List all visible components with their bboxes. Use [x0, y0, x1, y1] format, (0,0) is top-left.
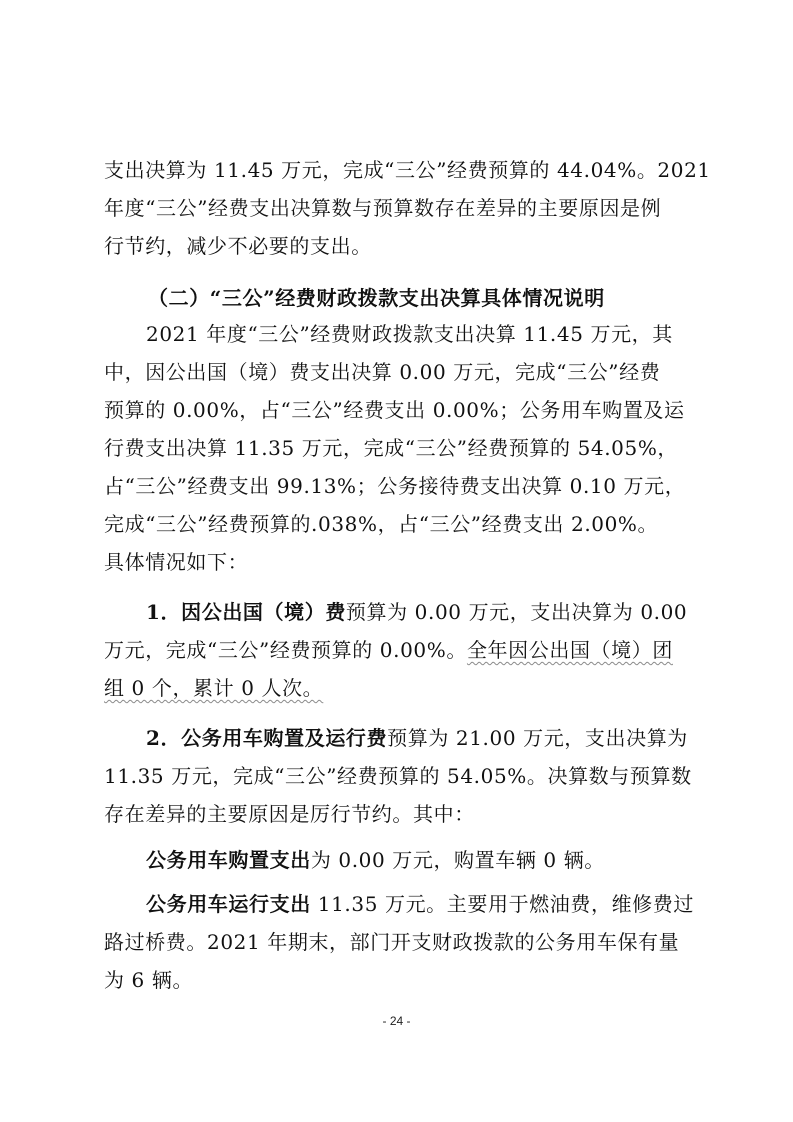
item-1-line: 1．因公出国（境）费预算为 0.00 万元，支出决算为 0.00 [146, 600, 688, 624]
vehicle-purchase-line: 公务用车购置支出为 0.00 万元，购置车辆 0 辆。 [146, 848, 605, 872]
paragraph-line: 行费支出决算 11.35 万元，完成“三公”经费预算的 54.05%， [104, 436, 679, 460]
page-number: - 24 - [382, 1014, 411, 1028]
marked-text: 全年因公出国（境）团 [466, 638, 673, 662]
paragraph-line: 万元，完成“三公”经费预算的 0.00%。全年因公出国（境）团 [104, 638, 673, 662]
section-heading: （二）“三公”经费财政拨款支出决算具体情况说明 [148, 286, 605, 310]
item-2-heading: 2．公务用车购置及运行费 [146, 726, 388, 750]
paragraph-line: 年度“三公”经费支出决算数与预算数存在差异的主要原因是例 [104, 196, 662, 220]
paragraph-line [104, 676, 323, 700]
paragraph-line: 11.35 万元，完成“三公”经费预算的 54.05%。决算数与预算数 [104, 764, 692, 788]
paragraph-line: 2021 年度“三公”经费财政拨款支出决算 11.45 万元，其 [146, 322, 673, 346]
paragraph-line: 行节约，减少不必要的支出。 [104, 234, 372, 258]
vehicle-purchase-heading: 公务用车购置支出 [146, 848, 311, 872]
paragraph-line: 中，因公出国（境）费支出决算 0.00 万元，完成“三公”经费 [104, 360, 661, 384]
paragraph-line: 完成“三公”经费预算的.038%，占“三公”经费支出 2.00%。 [104, 512, 659, 536]
vehicle-operation-heading: 公务用车运行支出 [146, 892, 311, 916]
item-1-heading: 1．因公出国（境）费 [146, 600, 346, 624]
marked-text: 组 0 个，累计 0 人次。 [104, 676, 324, 700]
paragraph-line: 占“三公”经费支出 99.13%；公务接待费支出决算 0.10 万元， [104, 474, 686, 498]
paragraph-line: 支出决算为 11.45 万元，完成“三公”经费预算的 44.04%。2021 [104, 158, 711, 182]
vehicle-operation-line: 公务用车运行支出 11.35 万元。主要用于燃油费，维修费过 [146, 892, 694, 916]
paragraph-line: 具体情况如下： [104, 550, 249, 574]
paragraph-line: 存在差异的主要原因是厉行节约。其中： [104, 802, 475, 826]
item-2-line: 2．公务用车购置及运行费预算为 21.00 万元，支出决算为 [146, 726, 688, 750]
paragraph-line: 为 6 辆。 [104, 968, 194, 992]
paragraph-line: 路过桥费。2021 年期末，部门开支财政拨款的公务用车保有量 [104, 930, 680, 954]
paragraph-line: 预算的 0.00%，占“三公”经费支出 0.00%；公务用车购置及运 [104, 398, 685, 422]
